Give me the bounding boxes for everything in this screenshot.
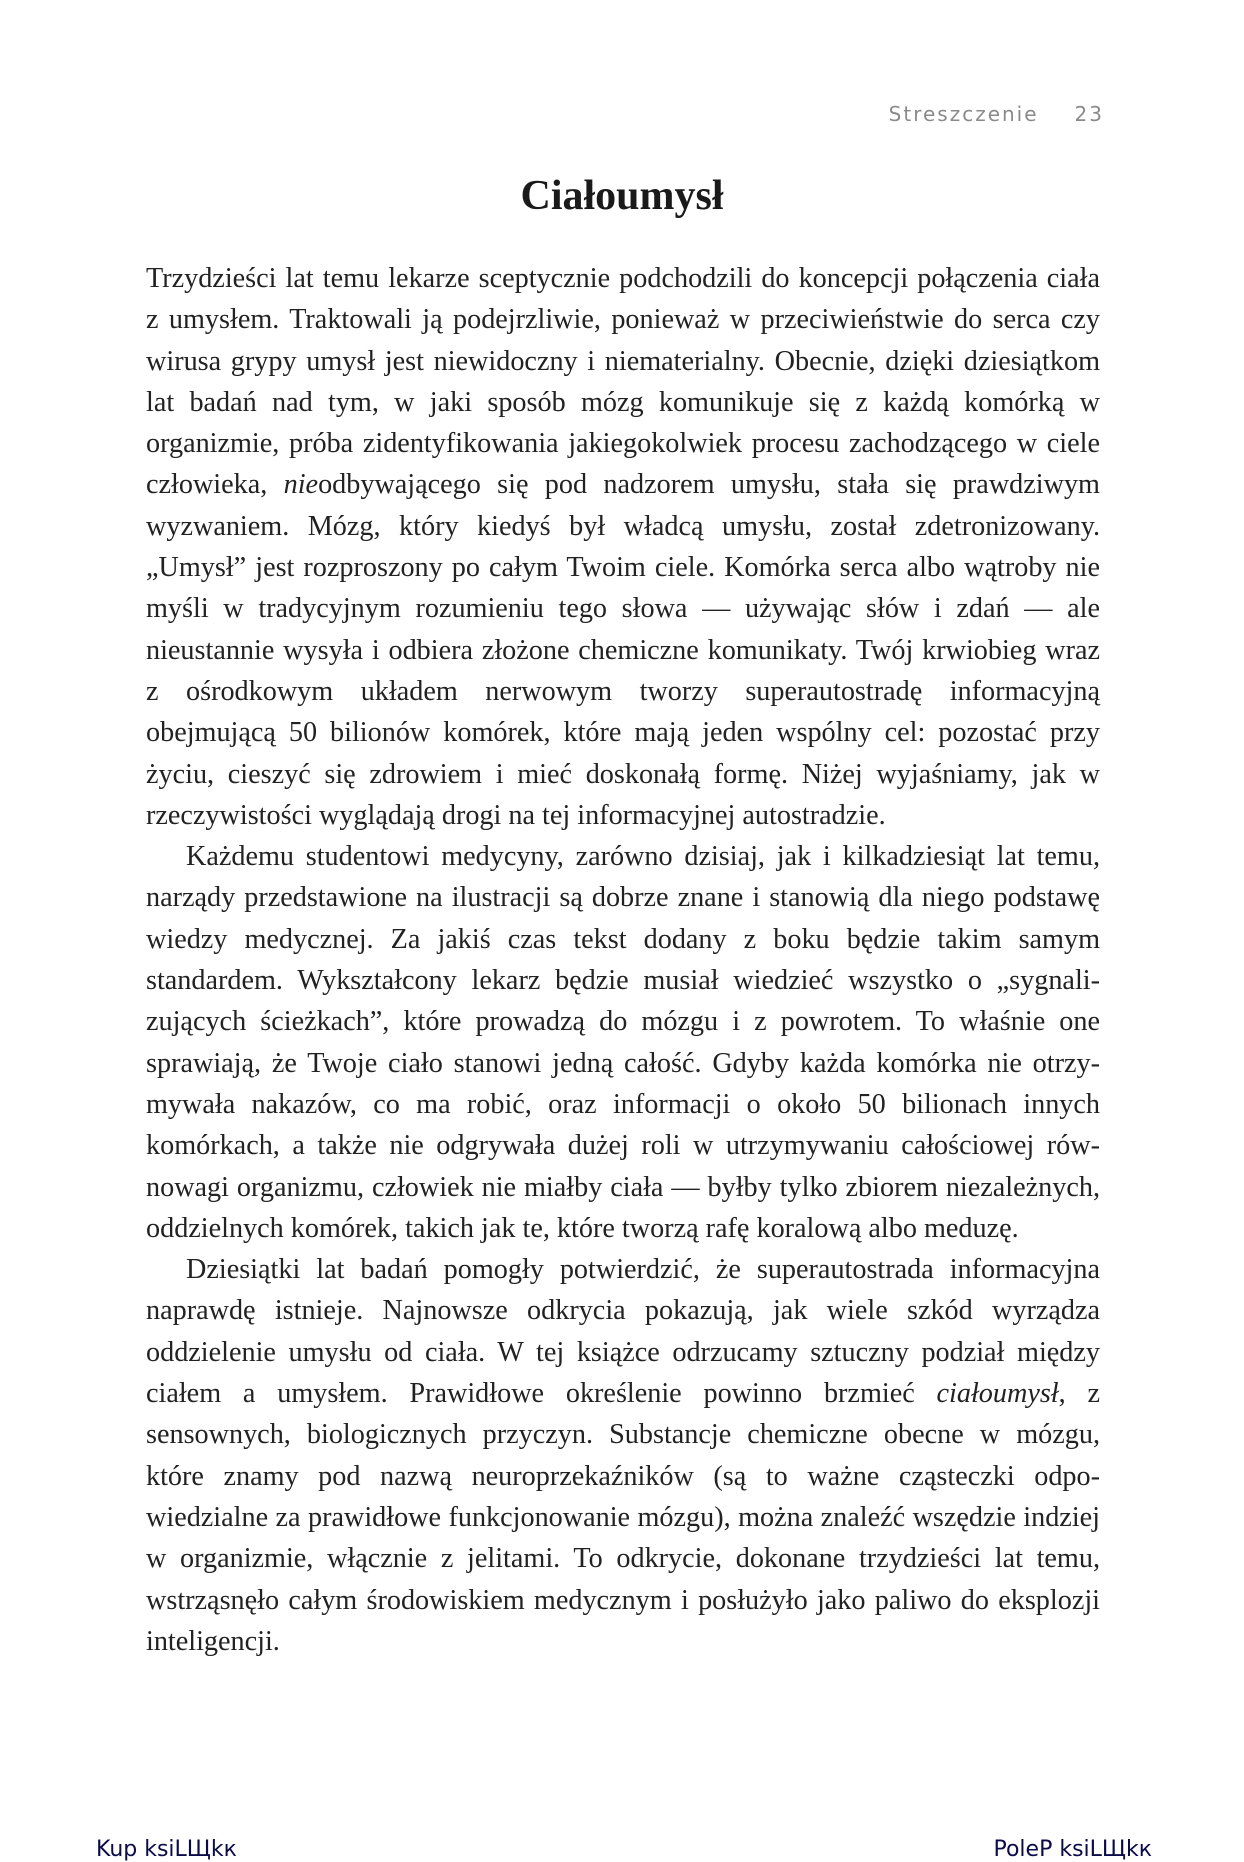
running-head-section: Streszczenie — [888, 102, 1039, 126]
paragraph-text: , z sensownych, biologicznych przyczyn. Substancje chemiczne obecne w mózgu, które znamy pod nazwą neuroprzekaźników (są to ważne cząsteczki odpowiedzialne za prawidłowe funkcjonowanie mózgu), można znaleźć wszędzie indziej w organizmie, włącznie z jelitami. To odkrycie, dokonane trzydzieści lat temu, wstrząsnęło całym środowiskiem medycznym i posłużyło jako paliwo do eksplozji inteligencji. — [146, 1378, 1100, 1657]
paragraph-text: odbywającego się pod nadzorem umysłu, stała się prawdziwym wyzwaniem. Mózg, który kiedyś był władcą umysłu, został zdetronizowany. „Umysł” jest rozproszony po całym Twoim ciele. Komórka serca albo wątroby nie myśli w tradycyjnym rozumieniu tego słowa — używając słów i zdań — ale nieustannie wysyła i odbiera złożone chemiczne komunikaty. Twój krwiobieg wraz z ośrodkowym układem nerwowym tworzy superautostradę informacyjną obejmującą 50 bilionów komórek, które mają jeden wspólny cel: pozostać przy życiu, cieszyć się zdrowiem i mieć doskonałą formę. Niżej wyjaśniamy, jak w rzeczywistości wyglądają drogi na tej informacyjnej autostradzie. — [146, 469, 1100, 831]
italic-term: nie — [283, 469, 319, 501]
page-number: 23 — [1074, 102, 1104, 126]
recommend-book-link[interactable]: PoleР ksiLЩkк — [993, 1837, 1152, 1862]
running-head — [889, 102, 1104, 126]
buy-book-link[interactable]: Kup ksiLЩkк — [96, 1837, 237, 1862]
paragraph-text: Dziesiątki lat badań pomogły potwierdzić, że superautostrada informacyjna naprawdę istnieje. Najnowsze odkrycia pokazują, jak wiele szkód wyrządza oddzielenie umysłu od ciała. W tej książce odrzucamy sztuczny podział między ciałem a umysłem. Prawidłowe określenie powinno brzmieć — [146, 1254, 1100, 1410]
chapter-title: Ciałoumysł — [520, 173, 724, 219]
body-text — [146, 258, 1100, 1662]
paragraph — [146, 1249, 1100, 1662]
paragraph — [146, 836, 1100, 1249]
paragraph — [146, 258, 1100, 836]
paragraph-text: Trzydzieści lat temu lekarze sceptycznie podchodzili do koncepcji połączenia ciała z umysłem. Traktowali ją podejrzliwie, ponieważ w przeciwieństwie do serca czy wirusa grypy umysł jest niewidoczny i niematerialny. Obecnie, dzięki dziesiątkom lat badań nad tym, w jaki sposób mózg komunikuje się z każdą komórką w organizmie, próba zidentyfikowania jakiegokolwiek procesu zachodzącego w ciele człowieka, — [146, 263, 1100, 501]
italic-term: ciałoumysł — [936, 1378, 1059, 1410]
paragraph-text: Każdemu studentowi medycyny, zarówno dzisiaj, jak i kilkadziesiąt lat temu, narządy przedstawione na ilustracji są dobrze znane i stanowią dla niego podstawę wiedzy medycznej. Za jakiś czas tekst dodany z boku będzie takim samym standardem. Wykształcony lekarz będzie musiał wiedzieć wszystko o „sygnalizujących ścieżkach”, które prowadzą do mózgu i z powrotem. To właśnie one sprawiają, że Twoje ciało stanowi jedną całość. Gdyby każda komórka nie otrzymywała nakazów, co ma robić, oraz informacji o około 50 bilionach innych komórkach, a także nie odgrywała dużej roli w utrzymywaniu całościowej równowagi organizmu, człowiek nie miałby ciała — byłby tylko zbiorem niezależnych, oddzielnych komórek, takich jak te, które tworzą rafę koralową albo meduzę. — [146, 841, 1100, 1244]
